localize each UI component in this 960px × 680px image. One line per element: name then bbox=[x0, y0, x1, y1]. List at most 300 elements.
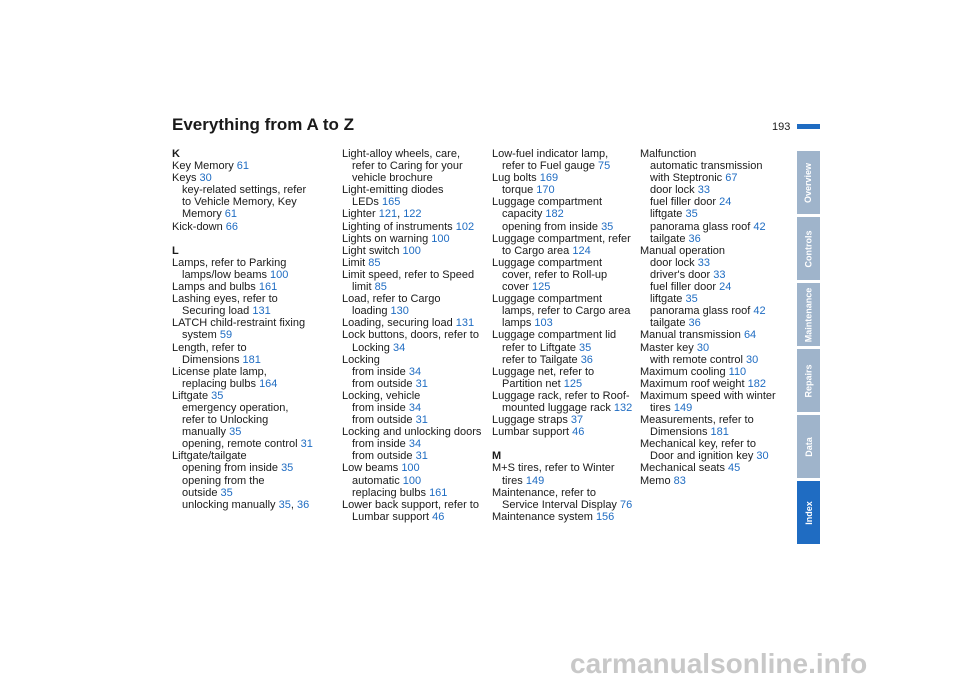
tab-controls[interactable] bbox=[797, 217, 820, 280]
index-entry bbox=[342, 499, 492, 511]
index-entry bbox=[342, 390, 492, 402]
index-subentry bbox=[342, 511, 492, 523]
entry-text: torque bbox=[502, 184, 537, 197]
index-entry bbox=[492, 426, 642, 438]
index-entry bbox=[640, 342, 790, 354]
page-link[interactable]: 35 bbox=[278, 498, 291, 511]
page-link[interactable]: 125 bbox=[563, 377, 583, 390]
page-link[interactable]: 35 bbox=[601, 220, 614, 233]
entry-text: Measurements, refer to bbox=[640, 414, 754, 427]
entry-text: to Vehicle Memory, Key bbox=[182, 196, 297, 209]
index-subentry bbox=[342, 450, 492, 462]
entry-text: Lower back support, refer to bbox=[342, 498, 479, 511]
entry-text: refer to Fuel gauge bbox=[502, 160, 599, 173]
entry-text: automatic bbox=[352, 474, 403, 487]
entry-text: Lumbar support bbox=[492, 426, 573, 439]
page-link[interactable]: 100 bbox=[270, 268, 289, 281]
entry-text: Load, refer to Cargo bbox=[342, 293, 441, 306]
tab-label: Controls bbox=[803, 230, 814, 267]
index-entry bbox=[640, 462, 790, 474]
page-link[interactable]: 36 bbox=[688, 232, 701, 245]
entry-text: panorama glass roof bbox=[650, 220, 754, 233]
page-title: Everything from A to Z bbox=[172, 115, 354, 134]
entry-text: tailgate bbox=[650, 232, 689, 245]
index-subentry bbox=[492, 221, 642, 233]
index-subentry bbox=[640, 257, 790, 269]
entry-text: Dimensions bbox=[182, 353, 243, 366]
index-subentry bbox=[342, 487, 492, 499]
entry-text: outside bbox=[182, 486, 221, 499]
section-tabs bbox=[797, 151, 820, 545]
index-entry bbox=[640, 438, 790, 450]
page-link[interactable]: 36 bbox=[688, 317, 701, 330]
index-subentry bbox=[342, 414, 492, 426]
page-link[interactable]: 31 bbox=[415, 377, 428, 390]
index-subentry bbox=[172, 354, 322, 366]
page-link[interactable]: 121 bbox=[378, 208, 398, 221]
index-subentry bbox=[492, 269, 642, 281]
index-entry bbox=[342, 208, 492, 220]
index-subentry bbox=[640, 293, 790, 305]
entry-text: Lamps and bulbs bbox=[172, 281, 259, 294]
entry-text: LATCH child-restraint fixing bbox=[172, 317, 306, 330]
index-entry bbox=[342, 221, 492, 233]
page-link[interactable]: 182 bbox=[545, 208, 564, 221]
entry-text: driver's door bbox=[650, 268, 714, 281]
entry-text: from outside bbox=[352, 377, 416, 390]
page-link[interactable]: 36 bbox=[580, 353, 593, 366]
index-entry bbox=[172, 172, 322, 184]
page-link[interactable]: 35 bbox=[579, 341, 592, 354]
index-entry bbox=[342, 257, 492, 269]
page-link[interactable]: 103 bbox=[534, 317, 553, 330]
entry-text: liftgate bbox=[650, 208, 686, 221]
page-link[interactable]: 66 bbox=[225, 220, 239, 233]
page-link[interactable]: 67 bbox=[725, 172, 738, 185]
entry-text: cover, refer to Roll-up bbox=[502, 268, 608, 281]
index-entry bbox=[492, 462, 642, 474]
index-subentry bbox=[172, 487, 322, 499]
page-link[interactable]: 33 bbox=[697, 256, 710, 269]
index-subentry bbox=[640, 184, 790, 196]
entry-text: Locking and unlocking doors bbox=[342, 426, 482, 439]
entry-text: Lumbar support bbox=[352, 510, 433, 523]
index-entry bbox=[492, 233, 642, 245]
page-link[interactable]: 42 bbox=[753, 220, 766, 233]
index-subentry bbox=[172, 402, 322, 414]
page-link[interactable]: 131 bbox=[455, 317, 475, 330]
entry-text: Luggage compartment bbox=[492, 293, 603, 306]
index-entry bbox=[172, 293, 322, 305]
index-entry bbox=[492, 487, 642, 499]
index-entry bbox=[492, 329, 642, 341]
entry-text: from inside bbox=[352, 438, 409, 451]
entry-text: M+S tires, refer to Winter bbox=[492, 462, 615, 475]
page-link[interactable]: 181 bbox=[710, 426, 729, 439]
entry-text: refer to Liftgate bbox=[502, 341, 580, 354]
index-entry bbox=[342, 293, 492, 305]
entry-text: Kick-down bbox=[172, 220, 226, 233]
entry-text: Locking bbox=[352, 341, 393, 354]
entry-text: Luggage compartment, refer bbox=[492, 232, 631, 245]
entry-text: Lighter bbox=[342, 208, 379, 221]
entry-text: M bbox=[492, 450, 502, 463]
page-link[interactable]: 110 bbox=[728, 365, 747, 378]
index-entry bbox=[172, 160, 322, 172]
index-entry bbox=[492, 390, 642, 402]
index-subentry bbox=[492, 160, 642, 172]
entry-text: manually bbox=[182, 426, 230, 439]
page-link[interactable]: 37 bbox=[570, 414, 584, 427]
index-subentry bbox=[640, 269, 790, 281]
page-link[interactable]: 164 bbox=[259, 377, 278, 390]
entry-text: Loading, securing load bbox=[342, 317, 456, 330]
entry-text: License plate lamp, bbox=[172, 365, 267, 378]
entry-text: door lock bbox=[650, 256, 698, 269]
page-link[interactable]: 149 bbox=[525, 474, 545, 487]
page-link[interactable]: 42 bbox=[753, 305, 766, 318]
index-entry bbox=[172, 221, 322, 233]
index-entry bbox=[492, 257, 642, 269]
index-subentry bbox=[342, 172, 492, 184]
index-entry bbox=[640, 366, 790, 378]
index-subentry bbox=[492, 402, 642, 414]
entry-text: Lighting of instruments bbox=[342, 220, 456, 233]
entry-text: limit bbox=[352, 281, 375, 294]
entry-text: refer to Tailgate bbox=[502, 353, 581, 366]
page-link[interactable]: 59 bbox=[219, 329, 233, 342]
index-entry bbox=[342, 245, 492, 257]
entry-text: Light switch bbox=[342, 244, 403, 257]
page-link[interactable]: 130 bbox=[390, 305, 409, 318]
tab-overview[interactable] bbox=[797, 151, 820, 214]
page-link[interactable]: 45 bbox=[728, 462, 741, 475]
entry-text: Luggage net, refer to bbox=[492, 365, 595, 378]
page-separator: , bbox=[290, 498, 297, 511]
index-letter-heading bbox=[492, 450, 642, 462]
entry-text: replacing bulbs bbox=[352, 486, 430, 499]
index-subentry bbox=[342, 160, 492, 172]
page-link[interactable]: 132 bbox=[613, 401, 633, 414]
entry-text: Luggage rack, refer to Roof- bbox=[492, 389, 630, 402]
entry-text: Lights on warning bbox=[342, 232, 432, 245]
entry-text: with remote control bbox=[650, 353, 746, 366]
entry-text: tires bbox=[650, 401, 674, 414]
index-subentry bbox=[172, 462, 322, 474]
index-subentry bbox=[640, 354, 790, 366]
index-entry bbox=[172, 257, 322, 269]
page-link[interactable]: 33 bbox=[713, 268, 726, 281]
tab-repairs[interactable] bbox=[797, 349, 820, 412]
entry-text: L bbox=[172, 244, 179, 257]
page-link[interactable]: 76 bbox=[620, 498, 633, 511]
watermark: carmanualsonline.info bbox=[570, 648, 868, 679]
index-subentry bbox=[172, 426, 322, 438]
page-link[interactable]: 35 bbox=[211, 389, 224, 402]
page-link[interactable]: 34 bbox=[408, 438, 422, 451]
index-entry bbox=[172, 390, 322, 402]
entry-text: Partition net bbox=[502, 377, 564, 390]
page-link[interactable]: 149 bbox=[673, 401, 693, 414]
entry-text: Lamps, refer to Parking bbox=[172, 256, 287, 269]
index-entry bbox=[172, 450, 322, 462]
page-link[interactable]: 33 bbox=[697, 184, 710, 197]
entry-text: opening from inside bbox=[502, 220, 602, 233]
index-subentry bbox=[492, 208, 642, 220]
page-link[interactable]: 34 bbox=[408, 365, 422, 378]
entry-text: Maximum roof weight bbox=[640, 377, 748, 390]
index-subentry bbox=[172, 305, 322, 317]
page-link[interactable]: 165 bbox=[381, 196, 401, 209]
page-link[interactable]: 100 bbox=[401, 462, 420, 475]
index-subentry bbox=[342, 342, 492, 354]
tab-data[interactable] bbox=[797, 415, 820, 478]
entry-text: replacing bulbs bbox=[182, 377, 260, 390]
page-link[interactable]: 35 bbox=[281, 462, 294, 475]
entry-text: fuel filler door bbox=[650, 196, 720, 209]
index-subentry bbox=[492, 245, 642, 257]
page-link[interactable]: 169 bbox=[539, 172, 559, 185]
index-subentry bbox=[172, 499, 322, 511]
index-subentry bbox=[492, 475, 642, 487]
page-link[interactable]: 181 bbox=[242, 353, 261, 366]
page-number: 193 bbox=[772, 121, 791, 133]
page-link[interactable]: 30 bbox=[756, 450, 769, 463]
index-subentry bbox=[640, 208, 790, 220]
page-number-bar bbox=[797, 124, 820, 129]
entry-text: Securing load bbox=[182, 305, 253, 318]
tab-index[interactable] bbox=[797, 481, 820, 544]
page-link[interactable]: 64 bbox=[743, 329, 757, 342]
page-link[interactable]: 30 bbox=[745, 353, 759, 366]
page-link[interactable]: 102 bbox=[455, 220, 475, 233]
page-link[interactable]: 24 bbox=[719, 196, 732, 209]
entry-text: Luggage compartment bbox=[492, 256, 603, 269]
page-link[interactable]: 100 bbox=[431, 232, 450, 245]
index-entry bbox=[342, 269, 492, 281]
index-subentry bbox=[640, 402, 790, 414]
entry-text: to Cargo area bbox=[502, 244, 573, 257]
index-subentry bbox=[492, 342, 642, 354]
page-link[interactable]: 30 bbox=[199, 172, 212, 185]
page-link[interactable]: 36 bbox=[297, 498, 310, 511]
entry-text: from outside bbox=[352, 450, 416, 463]
entry-text: Mechanical seats bbox=[640, 462, 729, 475]
entry-text: refer to Unlocking bbox=[182, 414, 269, 427]
entry-text: Luggage straps bbox=[492, 414, 571, 427]
index-entry bbox=[342, 462, 492, 474]
entry-text: emergency operation, bbox=[182, 401, 289, 414]
index-column-3 bbox=[492, 148, 642, 523]
index-subentry bbox=[172, 184, 322, 196]
index-subentry bbox=[342, 438, 492, 450]
page-link[interactable]: 35 bbox=[220, 486, 233, 499]
entry-text: loading bbox=[352, 305, 391, 318]
entry-text: lamps bbox=[502, 317, 535, 330]
index-subentry bbox=[172, 414, 322, 426]
entry-text: unlocking manually bbox=[182, 498, 279, 511]
entry-text: Limit bbox=[342, 256, 369, 269]
entry-text: Service Interval Display bbox=[502, 498, 620, 511]
entry-text: Liftgate bbox=[172, 389, 212, 402]
page-link[interactable]: 35 bbox=[685, 293, 698, 306]
entry-text: capacity bbox=[502, 208, 546, 221]
index-letter-heading bbox=[172, 148, 322, 160]
entry-text: system bbox=[182, 329, 220, 342]
entry-text: Luggage compartment lid bbox=[492, 329, 617, 342]
page-link[interactable]: 31 bbox=[300, 438, 313, 451]
entry-text: Light-alloy wheels, care, bbox=[342, 148, 461, 160]
page-link[interactable]: 125 bbox=[531, 281, 551, 294]
page-link[interactable]: 34 bbox=[408, 401, 422, 414]
index-subentry bbox=[640, 160, 790, 172]
index-entry bbox=[640, 390, 790, 402]
entry-text: Low beams bbox=[342, 462, 402, 475]
entry-text: Lashing eyes, refer to bbox=[172, 293, 278, 306]
page-link[interactable]: 161 bbox=[429, 486, 448, 499]
page-link[interactable]: 34 bbox=[392, 341, 406, 354]
entry-text: tailgate bbox=[650, 317, 689, 330]
index-entry bbox=[342, 426, 492, 438]
entry-text: Lock buttons, doors, refer to bbox=[342, 329, 479, 342]
index-entry bbox=[640, 414, 790, 426]
index-subentry bbox=[172, 269, 322, 281]
index-entry bbox=[342, 148, 492, 160]
page-link[interactable]: 156 bbox=[595, 510, 615, 523]
entry-text: Door and ignition key bbox=[650, 450, 757, 463]
index-entry bbox=[492, 172, 642, 184]
index-subentry bbox=[492, 317, 642, 329]
index-entry bbox=[640, 245, 790, 257]
index-subentry bbox=[342, 305, 492, 317]
page-link[interactable]: 75 bbox=[598, 160, 611, 173]
page-link[interactable]: 24 bbox=[719, 281, 732, 294]
entry-text: Light-emitting diodes bbox=[342, 184, 444, 197]
page-link[interactable]: 100 bbox=[402, 474, 422, 487]
index-entry bbox=[640, 148, 790, 160]
entry-text: K bbox=[172, 148, 180, 160]
page-link[interactable]: 46 bbox=[432, 510, 445, 523]
index-subentry bbox=[640, 426, 790, 438]
index-subentry bbox=[640, 221, 790, 233]
index-subentry bbox=[172, 208, 322, 220]
index-subentry bbox=[492, 354, 642, 366]
index-subentry bbox=[492, 305, 642, 317]
index-subentry bbox=[172, 438, 322, 450]
page-link[interactable]: 31 bbox=[415, 450, 428, 463]
index-entry bbox=[640, 475, 790, 487]
tab-maintenance[interactable] bbox=[797, 283, 820, 346]
page-link[interactable]: 170 bbox=[536, 184, 555, 197]
page-link[interactable]: 85 bbox=[368, 256, 381, 269]
entry-text: Manual transmission bbox=[640, 329, 744, 342]
index-column-4 bbox=[640, 148, 790, 487]
entry-text: key-related settings, refer bbox=[182, 184, 307, 197]
index-entry bbox=[172, 281, 322, 293]
page-link[interactable]: 182 bbox=[747, 377, 766, 390]
index-subentry bbox=[492, 281, 642, 293]
index-entry bbox=[640, 329, 790, 341]
entry-text: Low-fuel indicator lamp, bbox=[492, 148, 609, 160]
entry-text: with Steptronic bbox=[650, 172, 726, 185]
index-entry bbox=[342, 317, 492, 329]
page-link[interactable]: 161 bbox=[258, 281, 278, 294]
index-subentry bbox=[342, 281, 492, 293]
index-subentry bbox=[342, 196, 492, 208]
entry-text: Maximum speed with winter bbox=[640, 389, 776, 402]
index-subentry bbox=[342, 402, 492, 414]
entry-text: Master key bbox=[640, 341, 697, 354]
index-subentry bbox=[492, 378, 642, 390]
entry-text: Mechanical key, refer to bbox=[640, 438, 756, 451]
tab-label: Maintenance bbox=[803, 287, 814, 342]
page-link[interactable]: 35 bbox=[685, 208, 698, 221]
page-link[interactable]: 46 bbox=[572, 426, 585, 439]
index-subentry bbox=[640, 233, 790, 245]
index-entry bbox=[342, 354, 492, 366]
page-link[interactable]: 85 bbox=[374, 281, 387, 294]
index-entry bbox=[492, 293, 642, 305]
entry-text: Maintenance, refer to bbox=[492, 486, 596, 499]
entry-text: fuel filler door bbox=[650, 281, 720, 294]
index-entry bbox=[172, 366, 322, 378]
page-link[interactable]: 30 bbox=[696, 341, 710, 354]
page-link[interactable]: 35 bbox=[229, 426, 242, 439]
entry-text: lamps/low beams bbox=[182, 268, 271, 281]
entry-text: Key Memory bbox=[172, 160, 237, 173]
page-link[interactable]: 83 bbox=[673, 474, 686, 487]
page-link[interactable]: 131 bbox=[252, 305, 271, 318]
entry-text: Length, refer to bbox=[172, 341, 247, 354]
index-subentry bbox=[172, 475, 322, 487]
entry-text: opening, remote control bbox=[182, 438, 301, 451]
index-spacer bbox=[172, 233, 322, 245]
entry-text: Limit speed, refer to Speed bbox=[342, 268, 475, 281]
entry-text: cover bbox=[502, 281, 532, 294]
page-link[interactable]: 124 bbox=[572, 244, 591, 257]
page-link[interactable]: 31 bbox=[415, 414, 428, 427]
index-entry bbox=[640, 378, 790, 390]
index-subentry bbox=[640, 172, 790, 184]
entry-text: LEDs bbox=[352, 196, 382, 209]
page-link[interactable]: 61 bbox=[236, 160, 250, 173]
index-letter-heading bbox=[172, 245, 322, 257]
entry-text: Lug bolts bbox=[492, 172, 540, 185]
entry-text: opening from the bbox=[182, 474, 265, 487]
page-link[interactable]: 100 bbox=[402, 244, 421, 257]
index-entry bbox=[492, 414, 642, 426]
index-subentry bbox=[172, 329, 322, 341]
page-link[interactable]: 122 bbox=[403, 208, 422, 221]
entry-text: Liftgate/tailgate bbox=[172, 450, 247, 463]
tab-label: Overview bbox=[803, 162, 814, 203]
index-column-2 bbox=[342, 148, 492, 523]
entry-text: Luggage compartment bbox=[492, 196, 603, 209]
index-subentry bbox=[172, 196, 322, 208]
entry-text: vehicle brochure bbox=[352, 172, 433, 185]
index-subentry bbox=[640, 305, 790, 317]
entry-text: opening from inside bbox=[182, 462, 282, 475]
entry-text: panorama glass roof bbox=[650, 305, 754, 318]
index-entry bbox=[492, 196, 642, 208]
entry-text: from inside bbox=[352, 401, 409, 414]
index-entry bbox=[492, 366, 642, 378]
index-spacer bbox=[492, 438, 642, 450]
entry-text: tires bbox=[502, 474, 526, 487]
index-subentry bbox=[342, 366, 492, 378]
entry-text: mounted luggage rack bbox=[502, 401, 614, 414]
page-link[interactable]: 61 bbox=[224, 208, 238, 221]
